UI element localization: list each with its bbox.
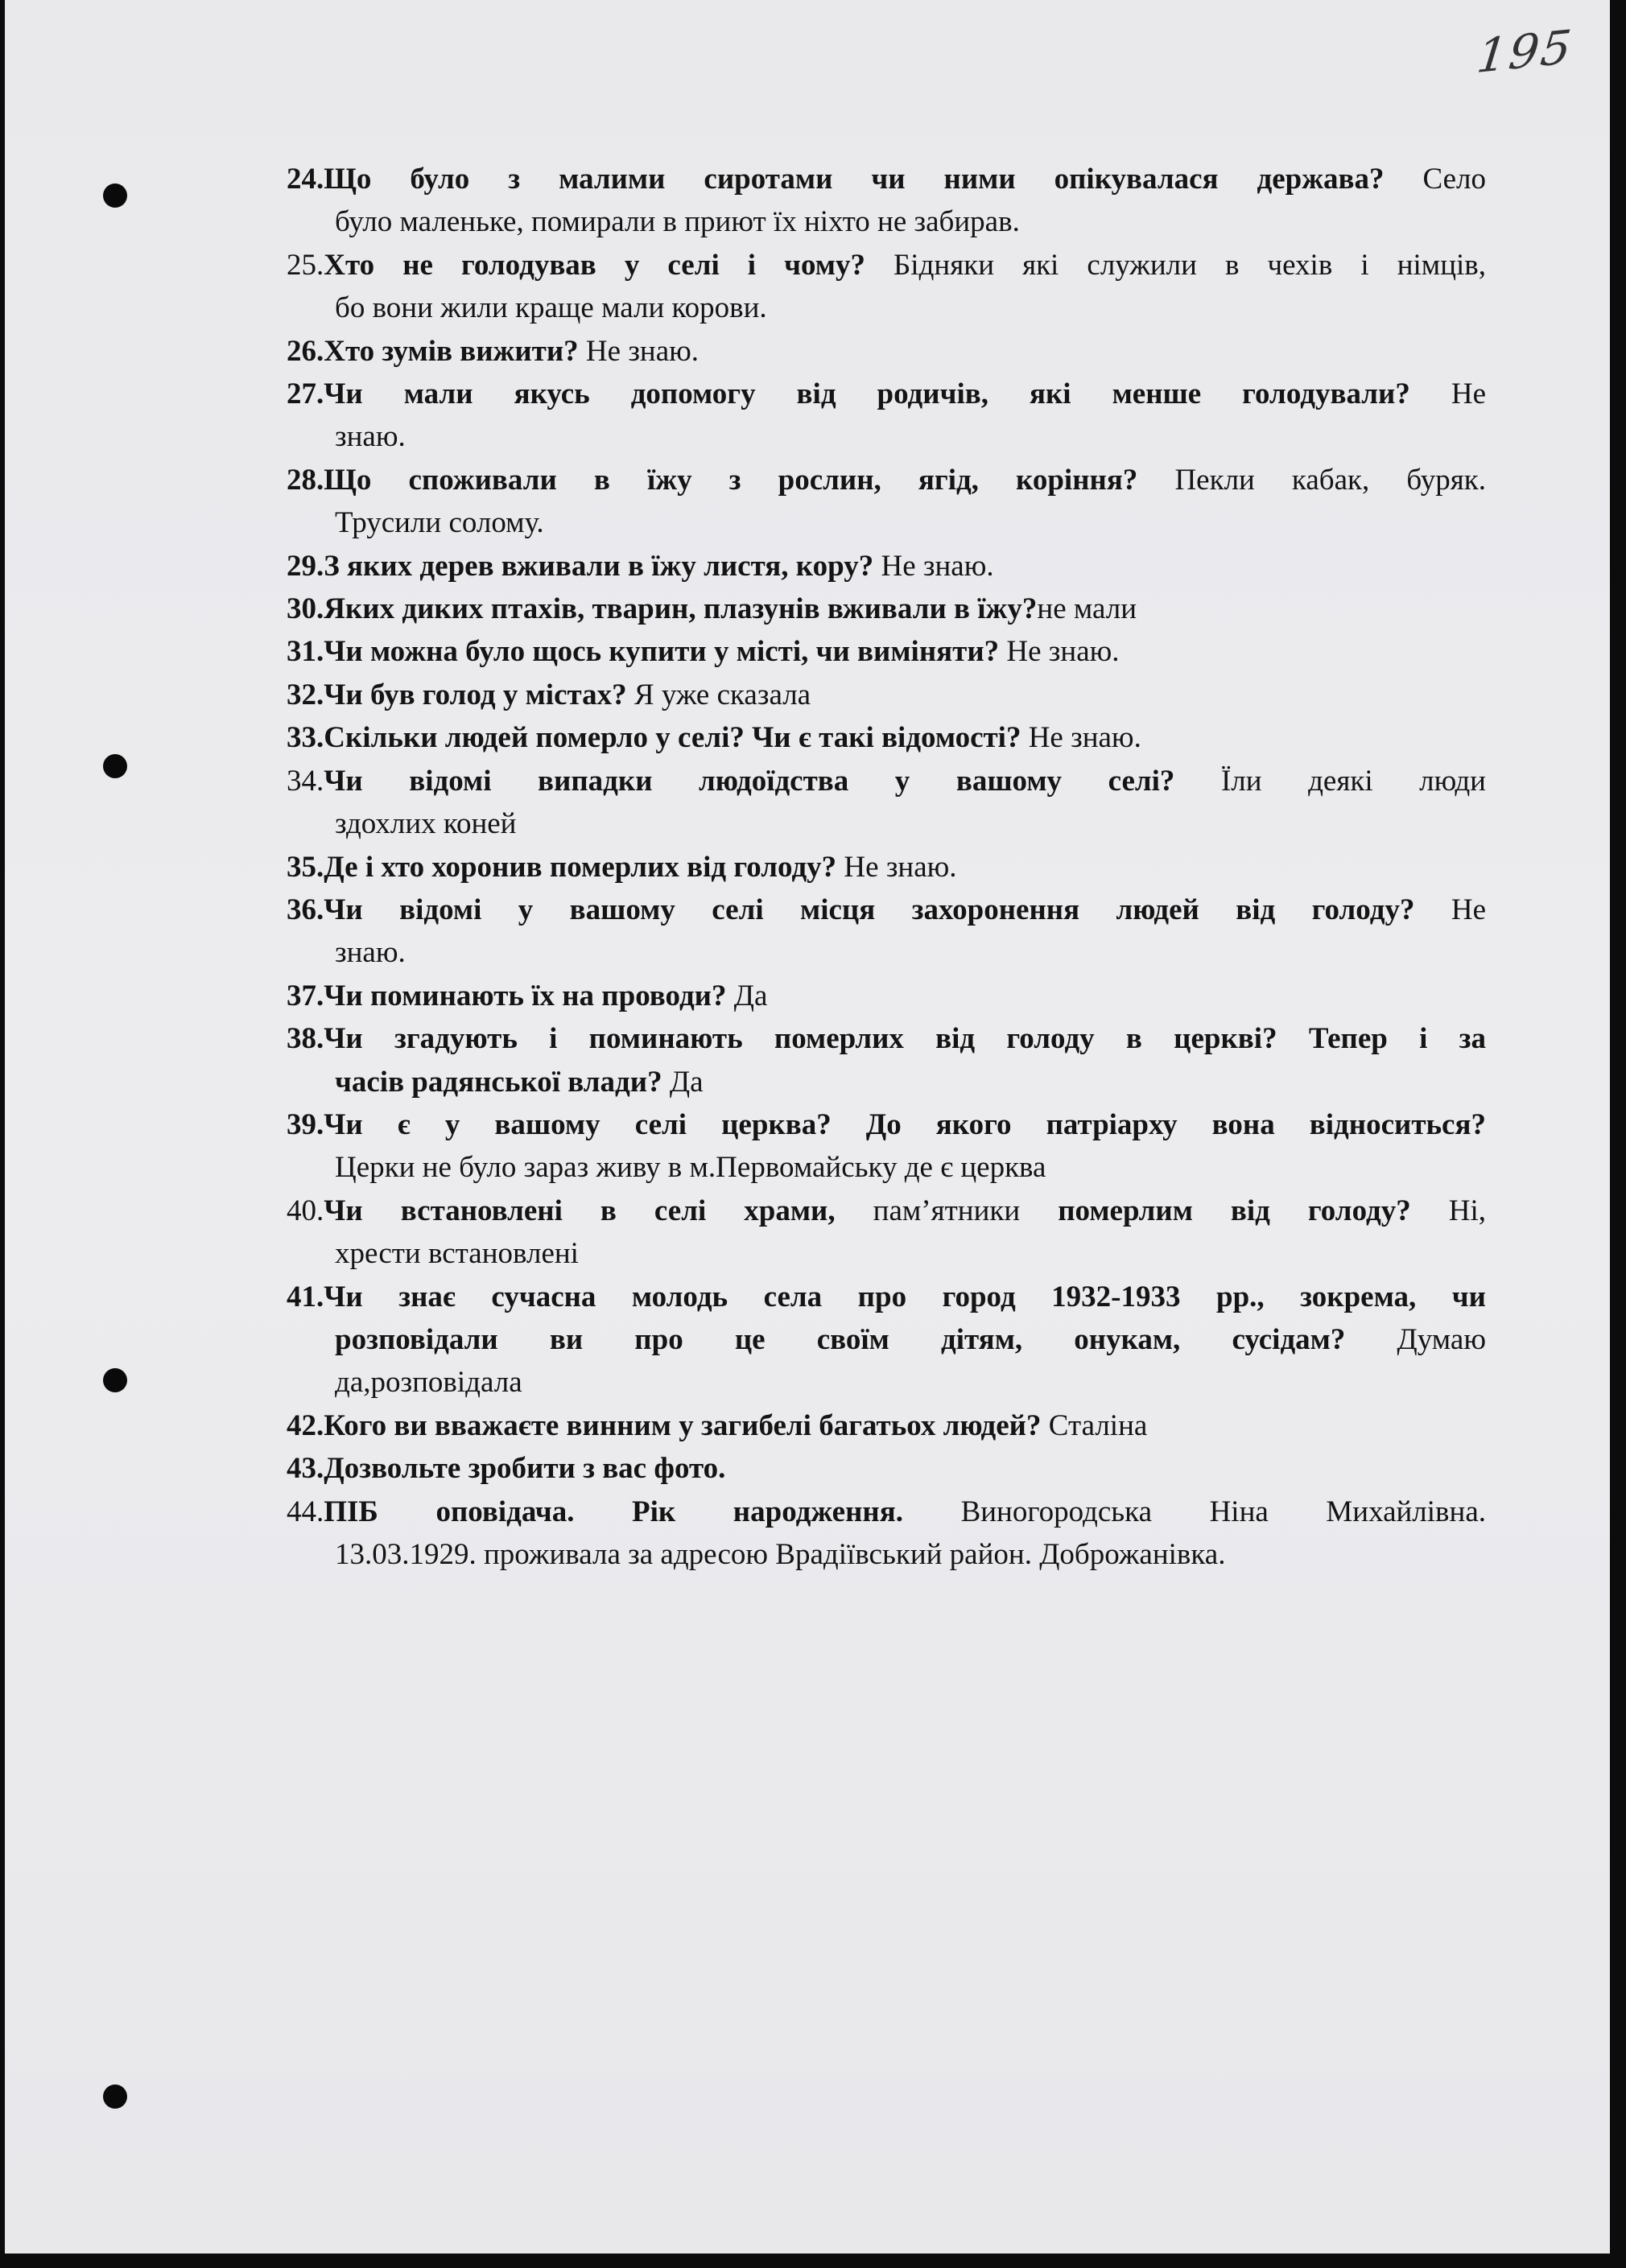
text-line (287, 373, 1486, 415)
text-line (287, 1061, 1486, 1103)
question-text: 28.Що споживали в їжу з рослин, ягід, коріння? (287, 463, 1138, 497)
text-line (287, 1017, 1486, 1060)
question-text: розповідали ви про це своїм дітям, онукам, сусідам? (335, 1322, 1346, 1356)
text-line (287, 459, 1486, 501)
question-text: 38.Чи згадують і поминають померлих від голоду в церкві? Тепер і за (287, 1022, 1486, 1056)
question-text: 41.Чи знає сучасна молодь села про город 1932-1933 рр., зокрема, чи (287, 1280, 1486, 1313)
text-line (287, 1361, 1486, 1404)
text-line (287, 1318, 1486, 1361)
text-line (287, 1232, 1486, 1275)
punch-hole (103, 1368, 127, 1392)
question-item (287, 1190, 1486, 1276)
question-item (287, 1276, 1486, 1404)
text-line (287, 501, 1486, 544)
text-line (287, 889, 1486, 931)
question-item (287, 459, 1486, 545)
question-text: 32.Чи був голод у містах? (287, 678, 627, 711)
text-line (287, 415, 1486, 458)
answer-text: не мали (1037, 592, 1137, 626)
text-line (287, 846, 1486, 889)
answer-text: да,розповідала (335, 1366, 522, 1400)
answer-text: Трусили солому. (335, 506, 544, 540)
answer-text: Да (726, 979, 768, 1012)
answer-text: Їли деякі люди (1174, 764, 1486, 798)
answer-text: 25. (287, 248, 324, 282)
text-line (287, 200, 1486, 243)
answer-text: Да (662, 1065, 704, 1099)
answer-text: Село (1384, 163, 1486, 196)
question-text: 42.Кого ви вважаєте винним у загибелі багатьох людей? (287, 1408, 1042, 1442)
answer-text: бо вони жили краще мали корови. (335, 291, 767, 325)
answer-text: Не знаю. (1021, 721, 1141, 755)
text-line (287, 588, 1486, 630)
answer-text: Не знаю. (578, 334, 700, 368)
answer-text: Виногородська Ніна Михайлівна. (903, 1495, 1486, 1528)
answer-text: 34. (287, 764, 324, 798)
text-line (287, 1404, 1486, 1447)
question-item (287, 545, 1486, 588)
question-item (287, 760, 1486, 846)
text-line (287, 158, 1486, 200)
question-item (287, 889, 1486, 975)
question-item (287, 330, 1486, 373)
answer-text: Бідняки які служили в чехів і німців, (865, 248, 1486, 282)
answer-text: Церки не було зараз живу в м.Первомайську де є церква (335, 1151, 1046, 1185)
question-item (287, 588, 1486, 630)
text-line (287, 630, 1486, 673)
text-line (287, 1190, 1486, 1232)
punch-hole (103, 2084, 127, 2109)
text-line (287, 1146, 1486, 1189)
answer-text: було маленьке, помирали в приют їх ніхто не забирав. (335, 205, 1020, 239)
question-text: 27.Чи мали якусь допомогу від родичів, які менше голодували? (287, 377, 1410, 411)
question-item (287, 244, 1486, 330)
question-text: Чи встановлені в селі храми, (324, 1194, 836, 1227)
text-line (287, 1491, 1486, 1533)
text-line (287, 1276, 1486, 1318)
punch-hole (103, 754, 127, 778)
text-line (287, 716, 1486, 759)
answer-text: хрести встановлені (335, 1237, 579, 1271)
answer-text: 44. (287, 1495, 324, 1528)
answer-text: Не (1414, 893, 1486, 926)
document-page (5, 0, 1610, 2254)
text-line (287, 674, 1486, 716)
text-line (287, 1103, 1486, 1146)
answer-text: Я уже сказала (626, 678, 811, 711)
question-text: 33.Скільки людей померло у селі? Чи є такі відомості? (287, 721, 1021, 755)
text-line (287, 1533, 1486, 1576)
question-item (287, 1491, 1486, 1577)
question-text: ПІБ оповідача. Рік народження. (324, 1495, 904, 1528)
question-text: 24.Що було з малими сиротами чи ними опікувалася держава? (287, 163, 1385, 196)
question-item (287, 674, 1486, 716)
question-text: 26.Хто зумів вижити? (287, 334, 579, 368)
answer-text: пам’ятники (835, 1194, 1059, 1227)
question-text: 31.Чи можна було щось купити у місті, чи виміняти? (287, 635, 1000, 669)
question-text: померлим від голоду? (1058, 1194, 1411, 1227)
question-text: Хто не голодував у селі і чому? (324, 248, 865, 282)
text-line (287, 760, 1486, 802)
question-text: 35.Де і хто хоронив померлих від голоду? (287, 850, 837, 884)
answer-text: 40. (287, 1194, 324, 1227)
answer-text: знаю. (335, 420, 406, 454)
question-text: часів радянської влади? (335, 1065, 662, 1099)
question-item (287, 1404, 1486, 1447)
question-text: 37.Чи поминають їх на проводи? (287, 979, 727, 1012)
question-text: 36.Чи відомі у вашому селі місця захоронення людей від голоду? (287, 893, 1415, 926)
answer-text: Пекли кабак, буряк. (1137, 463, 1486, 497)
text-line (287, 1447, 1486, 1490)
question-item (287, 158, 1486, 244)
text-line (287, 330, 1486, 373)
answer-text: Не знаю. (873, 549, 994, 583)
answer-text: Думаю (1345, 1322, 1486, 1356)
text-line (287, 931, 1486, 974)
text-line (287, 244, 1486, 287)
question-text: 30.Яких диких птахів, тварин, плазунів вживали в їжу? (287, 592, 1038, 626)
handwritten-page-number: 195 (1474, 19, 1576, 84)
question-text: 43.Дозвольте зробити з вас фото. (287, 1452, 726, 1486)
question-item (287, 373, 1486, 459)
question-item (287, 975, 1486, 1017)
answer-text: Не знаю. (836, 850, 957, 884)
question-item (287, 846, 1486, 889)
answer-text: здохлих коней (335, 807, 517, 841)
text-line (287, 545, 1486, 588)
question-item (287, 716, 1486, 759)
question-item (287, 1447, 1486, 1490)
punch-hole (103, 184, 127, 208)
text-line (287, 975, 1486, 1017)
answer-text: Не знаю. (999, 635, 1120, 669)
question-item (287, 1017, 1486, 1103)
text-line (287, 802, 1486, 845)
answer-text: Сталіна (1041, 1408, 1148, 1442)
question-item (287, 630, 1486, 673)
answer-text: 13.03.1929. проживала за адресою Врадіївський район. Доброжанівка. (335, 1538, 1226, 1571)
answer-text: знаю. (335, 936, 406, 970)
question-item (287, 1103, 1486, 1190)
questionnaire-list (287, 158, 1486, 1576)
answer-text: Ні, (1410, 1194, 1486, 1227)
question-text: 39.Чи є у вашому селі церква? До якого патріарху вона відноситься? (287, 1107, 1486, 1141)
answer-text: Не (1409, 377, 1486, 411)
question-text: 29.З яких дерев вживали в їжу листя, кору? (287, 549, 874, 583)
question-text: Чи відомі випадки людоїдства у вашому селі? (324, 764, 1175, 798)
text-line (287, 287, 1486, 329)
